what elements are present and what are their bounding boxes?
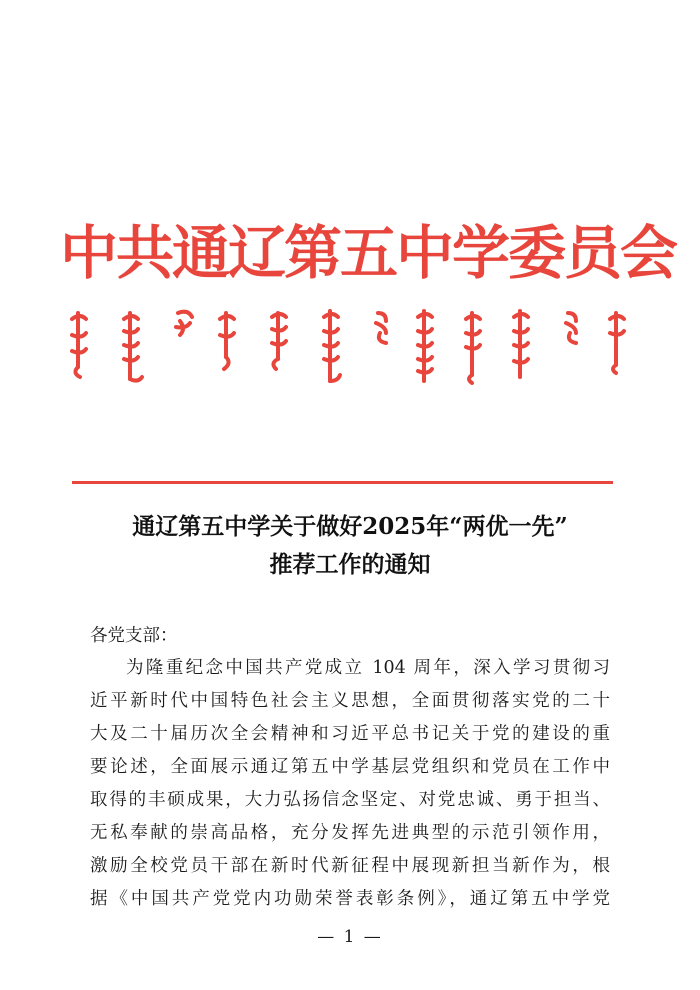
- paragraph-line: 取得的丰硕成果，大力弘扬信念坚定、对党忠诚、勇于担当、: [90, 790, 610, 810]
- paragraph-line: 据《中国共产党党内功勋荣誉表彰条例》，通辽第五中学党: [90, 889, 610, 909]
- mongolian-word-5: [272, 313, 286, 369]
- paragraph-line: 近平新时代中国特色社会主义思想，全面贯彻落实党的二十: [90, 691, 610, 711]
- document-title-line-2: 推荐工作的通知: [269, 551, 431, 578]
- document-title-line-1: 通辽第五中学关于做好2025年“两优一先”: [132, 513, 568, 540]
- letterhead-divider: [72, 481, 613, 484]
- mongolian-word-10: [514, 311, 528, 377]
- organization-letterhead: 中共通辽第五中学委员会: [60, 219, 677, 287]
- mongolian-word-8: [418, 311, 432, 381]
- mongolian-word-6: [324, 311, 340, 381]
- paragraph-line: 大及二十届历次全会精神和习近平总书记关于党的建设的重: [90, 724, 610, 744]
- paragraph-line: 要论述，全面展示通辽第五中学基层党组织和党员在工作中: [90, 757, 610, 777]
- mongolian-word-9: [466, 313, 480, 383]
- salutation: 各党支部：: [90, 626, 178, 646]
- paragraph-line: 激励全校党员干部在新时代新征程中展现新担当新作为，根: [90, 856, 610, 876]
- mongolian-script-letterhead: [68, 305, 638, 385]
- paragraph-line: 无私奉献的崇高品格，充分发挥先进典型的示范引领作用，: [90, 823, 610, 843]
- mongolian-word-12: [610, 313, 624, 373]
- mongolian-word-3: [176, 312, 192, 335]
- mongolian-word-4: [220, 313, 234, 369]
- mongolian-word-11: [566, 313, 576, 343]
- mongolian-word-7: [376, 313, 386, 343]
- body-paragraph: [90, 652, 610, 916]
- mongolian-word-2: [124, 313, 142, 381]
- page-number: — 1 —: [317, 927, 383, 947]
- paragraph-line: 为隆重纪念中国共产党成立 104 周年，深入学习贯彻习: [126, 658, 610, 678]
- mongolian-word-1: [72, 313, 86, 377]
